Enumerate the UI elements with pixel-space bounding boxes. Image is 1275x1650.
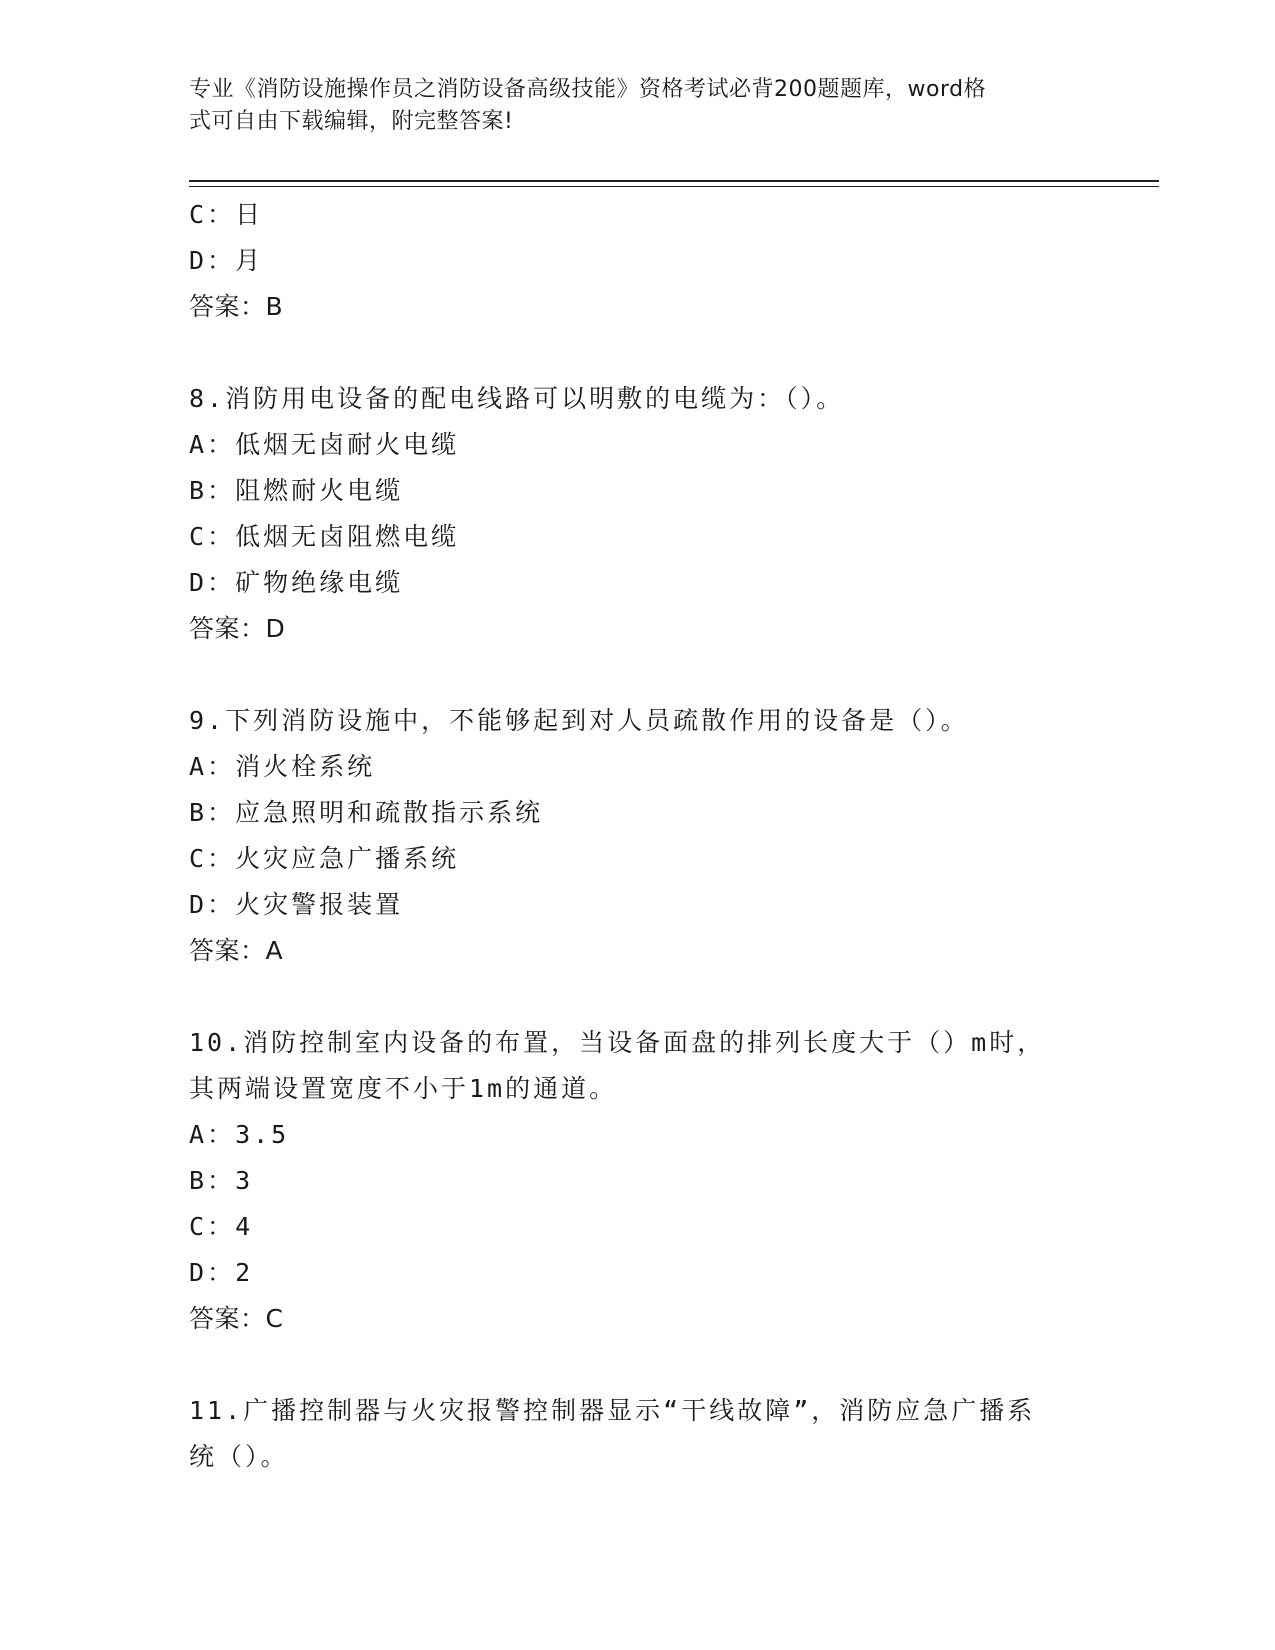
question-list bbox=[189, 192, 1089, 1480]
question-8 bbox=[189, 376, 1089, 652]
question-stem: 8.消防用电设备的配电线路可以明敷的电缆为：（）。 bbox=[189, 384, 845, 413]
option-a: A：消火栓系统 bbox=[189, 752, 376, 781]
answer-line: 答案：C bbox=[189, 1304, 284, 1333]
header-divider-thick bbox=[189, 180, 1159, 182]
question-stem-line-2: 其两端设置宽度不小于1m的通道。 bbox=[189, 1074, 618, 1103]
option-c: C：日 bbox=[189, 200, 264, 229]
question-stem-line-2: 统（）。 bbox=[189, 1442, 289, 1471]
document-header bbox=[189, 74, 1089, 138]
question-stem-line-1: 11.广播控制器与火灾报警控制器显示“干线故障”，消防应急广播系 bbox=[189, 1396, 1036, 1425]
answer-line: 答案：D bbox=[189, 614, 286, 643]
option-b: B：阻燃耐火电缆 bbox=[189, 476, 404, 505]
question-10 bbox=[189, 1020, 1089, 1342]
question-9 bbox=[189, 698, 1089, 974]
header-line-1: 专业《消防设施操作员之消防设备高级技能》资格考试必背200题题库，word格 bbox=[189, 77, 987, 102]
header-divider-thin bbox=[189, 186, 1159, 187]
question-stem: 9.下列消防设施中，不能够起到对人员疏散作用的设备是（）。 bbox=[189, 706, 969, 735]
header-line-2: 式可自由下载编辑，附完整答案! bbox=[189, 109, 514, 134]
question-11 bbox=[189, 1388, 1089, 1480]
question-stem-line-1: 10.消防控制室内设备的布置，当设备面盘的排列长度大于（）m时， bbox=[189, 1028, 1046, 1057]
answer-line: 答案：A bbox=[189, 936, 284, 965]
option-c: C：4 bbox=[189, 1212, 254, 1241]
option-c: C：火灾应急广播系统 bbox=[189, 844, 460, 873]
option-c: C：低烟无卤阻燃电缆 bbox=[189, 522, 460, 551]
option-a: A：低烟无卤耐火电缆 bbox=[189, 430, 460, 459]
option-b: B：应急照明和疏散指示系统 bbox=[189, 798, 544, 827]
option-b: B：3 bbox=[189, 1166, 254, 1195]
option-d: D：矿物绝缘电缆 bbox=[189, 568, 404, 597]
option-d: D：月 bbox=[189, 246, 264, 275]
option-a: A：3.5 bbox=[189, 1120, 290, 1149]
option-d: D：2 bbox=[189, 1258, 254, 1287]
prev-question bbox=[189, 192, 1089, 330]
answer-line: 答案：B bbox=[189, 292, 284, 321]
option-d: D：火灾警报装置 bbox=[189, 890, 404, 919]
